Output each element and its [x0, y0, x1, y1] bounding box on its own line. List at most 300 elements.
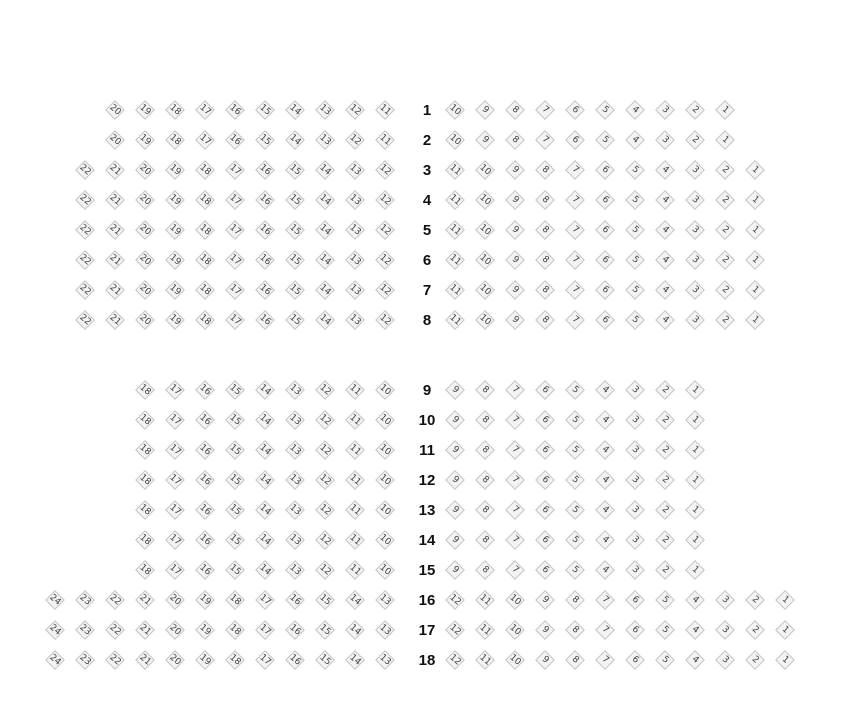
- seat-row15-18[interactable]: [134, 559, 156, 581]
- seat-row8-4[interactable]: [654, 309, 676, 331]
- seat-row18-8[interactable]: [564, 649, 586, 671]
- seat-row2-19[interactable]: [134, 129, 156, 151]
- seat-row14-16[interactable]: [194, 529, 216, 551]
- seat-row8-19[interactable]: [164, 309, 186, 331]
- seat-row9-5[interactable]: [564, 379, 586, 401]
- seat-row2-3[interactable]: [654, 129, 676, 151]
- seat-row10-14[interactable]: [254, 409, 276, 431]
- seat-row1-10[interactable]: [444, 99, 466, 121]
- seat-row18-15[interactable]: [314, 649, 336, 671]
- seat-row4-14[interactable]: [314, 189, 336, 211]
- seat-row6-9[interactable]: [504, 249, 526, 271]
- seat-row18-4[interactable]: [684, 649, 706, 671]
- seat-row4-3[interactable]: [684, 189, 706, 211]
- seat-row2-15[interactable]: [254, 129, 276, 151]
- seat-row7-20[interactable]: [134, 279, 156, 301]
- seat-row2-7[interactable]: [534, 129, 556, 151]
- seat-row1-12[interactable]: [344, 99, 366, 121]
- seat-row18-17[interactable]: [254, 649, 276, 671]
- seat-row14-11[interactable]: [344, 529, 366, 551]
- seat-row18-11[interactable]: [474, 649, 496, 671]
- seat-row8-6[interactable]: [594, 309, 616, 331]
- seat-row7-9[interactable]: [504, 279, 526, 301]
- seat-row5-14[interactable]: [314, 219, 336, 241]
- seat-row8-8[interactable]: [534, 309, 556, 331]
- seat-row18-21[interactable]: [134, 649, 156, 671]
- seat-row14-10[interactable]: [374, 529, 396, 551]
- seat-row4-20[interactable]: [134, 189, 156, 211]
- seat-row11-4[interactable]: [594, 439, 616, 461]
- seat-row18-7[interactable]: [594, 649, 616, 671]
- seat-row17-19[interactable]: [194, 619, 216, 641]
- seat-row4-18[interactable]: [194, 189, 216, 211]
- seat-row7-19[interactable]: [164, 279, 186, 301]
- seat-row7-14[interactable]: [314, 279, 336, 301]
- seat-row14-5[interactable]: [564, 529, 586, 551]
- seat-row6-12[interactable]: [374, 249, 396, 271]
- seat-row14-17[interactable]: [164, 529, 186, 551]
- seat-row11-15[interactable]: [224, 439, 246, 461]
- seat-row3-15[interactable]: [284, 159, 306, 181]
- seat-row14-12[interactable]: [314, 529, 336, 551]
- seat-row10-11[interactable]: [344, 409, 366, 431]
- seat-row1-2[interactable]: [684, 99, 706, 121]
- seat-row4-2[interactable]: [714, 189, 736, 211]
- seat-row8-18[interactable]: [194, 309, 216, 331]
- seat-row3-8[interactable]: [534, 159, 556, 181]
- seat-row7-8[interactable]: [534, 279, 556, 301]
- seat-row9-1[interactable]: [684, 379, 706, 401]
- seat-row15-17[interactable]: [164, 559, 186, 581]
- seat-row6-8[interactable]: [534, 249, 556, 271]
- seat-row5-8[interactable]: [534, 219, 556, 241]
- seat-row1-9[interactable]: [474, 99, 496, 121]
- seat-row10-18[interactable]: [134, 409, 156, 431]
- seat-row9-12[interactable]: [314, 379, 336, 401]
- seat-row16-16[interactable]: [284, 589, 306, 611]
- seat-row11-14[interactable]: [254, 439, 276, 461]
- seat-row16-10[interactable]: [504, 589, 526, 611]
- seat-row15-1[interactable]: [684, 559, 706, 581]
- seat-row17-24[interactable]: [44, 619, 66, 641]
- seat-row10-3[interactable]: [624, 409, 646, 431]
- seat-row12-12[interactable]: [314, 469, 336, 491]
- seat-row18-5[interactable]: [654, 649, 676, 671]
- seat-row5-20[interactable]: [134, 219, 156, 241]
- seat-row17-17[interactable]: [254, 619, 276, 641]
- seat-row17-10[interactable]: [504, 619, 526, 641]
- seat-row12-4[interactable]: [594, 469, 616, 491]
- seat-row17-20[interactable]: [164, 619, 186, 641]
- seat-row1-4[interactable]: [624, 99, 646, 121]
- seat-row7-2[interactable]: [714, 279, 736, 301]
- seat-row4-4[interactable]: [654, 189, 676, 211]
- seat-row14-9[interactable]: [444, 529, 466, 551]
- seat-row7-6[interactable]: [594, 279, 616, 301]
- seat-row17-15[interactable]: [314, 619, 336, 641]
- seat-row18-18[interactable]: [224, 649, 246, 671]
- seat-row4-1[interactable]: [744, 189, 766, 211]
- seat-row17-11[interactable]: [474, 619, 496, 641]
- seat-row7-22[interactable]: [74, 279, 96, 301]
- seat-row7-17[interactable]: [224, 279, 246, 301]
- seat-row8-16[interactable]: [254, 309, 276, 331]
- seat-row5-21[interactable]: [104, 219, 126, 241]
- seat-row6-5[interactable]: [624, 249, 646, 271]
- seat-row12-9[interactable]: [444, 469, 466, 491]
- seat-row3-6[interactable]: [594, 159, 616, 181]
- seat-row13-11[interactable]: [344, 499, 366, 521]
- seat-row13-10[interactable]: [374, 499, 396, 521]
- seat-row3-7[interactable]: [564, 159, 586, 181]
- seat-row1-7[interactable]: [534, 99, 556, 121]
- seat-row10-12[interactable]: [314, 409, 336, 431]
- seat-row18-16[interactable]: [284, 649, 306, 671]
- seat-row10-9[interactable]: [444, 409, 466, 431]
- seat-row6-3[interactable]: [684, 249, 706, 271]
- seat-row17-1[interactable]: [774, 619, 796, 641]
- seat-row2-4[interactable]: [624, 129, 646, 151]
- seat-row18-1[interactable]: [774, 649, 796, 671]
- seat-row9-10[interactable]: [374, 379, 396, 401]
- seat-row2-14[interactable]: [284, 129, 306, 151]
- seat-row3-21[interactable]: [104, 159, 126, 181]
- seat-row6-11[interactable]: [444, 249, 466, 271]
- seat-row15-11[interactable]: [344, 559, 366, 581]
- seat-row17-8[interactable]: [564, 619, 586, 641]
- seat-row8-7[interactable]: [564, 309, 586, 331]
- seat-row6-2[interactable]: [714, 249, 736, 271]
- seat-row14-3[interactable]: [624, 529, 646, 551]
- seat-row5-2[interactable]: [714, 219, 736, 241]
- seat-row17-3[interactable]: [714, 619, 736, 641]
- seat-row5-4[interactable]: [654, 219, 676, 241]
- seat-row18-19[interactable]: [194, 649, 216, 671]
- seat-row1-11[interactable]: [374, 99, 396, 121]
- seat-row7-11[interactable]: [444, 279, 466, 301]
- seat-row14-15[interactable]: [224, 529, 246, 551]
- seat-row8-1[interactable]: [744, 309, 766, 331]
- seat-row16-7[interactable]: [594, 589, 616, 611]
- seat-row10-5[interactable]: [564, 409, 586, 431]
- seat-row18-24[interactable]: [44, 649, 66, 671]
- seat-row16-22[interactable]: [104, 589, 126, 611]
- seat-row13-8[interactable]: [474, 499, 496, 521]
- seat-row3-3[interactable]: [684, 159, 706, 181]
- seat-row6-15[interactable]: [284, 249, 306, 271]
- seat-row3-2[interactable]: [714, 159, 736, 181]
- seat-row12-15[interactable]: [224, 469, 246, 491]
- seat-row2-16[interactable]: [224, 129, 246, 151]
- seat-row9-17[interactable]: [164, 379, 186, 401]
- seat-row13-18[interactable]: [134, 499, 156, 521]
- seat-row6-16[interactable]: [254, 249, 276, 271]
- seat-row5-6[interactable]: [594, 219, 616, 241]
- seat-row18-13[interactable]: [374, 649, 396, 671]
- seat-row16-9[interactable]: [534, 589, 556, 611]
- seat-row4-19[interactable]: [164, 189, 186, 211]
- seat-row12-18[interactable]: [134, 469, 156, 491]
- seat-row12-16[interactable]: [194, 469, 216, 491]
- seat-row13-2[interactable]: [654, 499, 676, 521]
- seat-row6-7[interactable]: [564, 249, 586, 271]
- seat-row11-10[interactable]: [374, 439, 396, 461]
- seat-row5-17[interactable]: [224, 219, 246, 241]
- seat-row7-10[interactable]: [474, 279, 496, 301]
- seat-row16-3[interactable]: [714, 589, 736, 611]
- seat-row17-6[interactable]: [624, 619, 646, 641]
- seat-row10-4[interactable]: [594, 409, 616, 431]
- seat-row8-20[interactable]: [134, 309, 156, 331]
- seat-row13-5[interactable]: [564, 499, 586, 521]
- seat-row13-12[interactable]: [314, 499, 336, 521]
- seat-row15-14[interactable]: [254, 559, 276, 581]
- seat-row8-12[interactable]: [374, 309, 396, 331]
- seat-row5-7[interactable]: [564, 219, 586, 241]
- seat-row3-19[interactable]: [164, 159, 186, 181]
- seat-row6-1[interactable]: [744, 249, 766, 271]
- seat-row17-9[interactable]: [534, 619, 556, 641]
- seat-row1-19[interactable]: [134, 99, 156, 121]
- seat-row2-10[interactable]: [444, 129, 466, 151]
- seat-row11-5[interactable]: [564, 439, 586, 461]
- seat-row15-7[interactable]: [504, 559, 526, 581]
- seat-row14-18[interactable]: [134, 529, 156, 551]
- seat-row2-8[interactable]: [504, 129, 526, 151]
- seat-row16-8[interactable]: [564, 589, 586, 611]
- seat-row10-6[interactable]: [534, 409, 556, 431]
- seat-row5-12[interactable]: [374, 219, 396, 241]
- seat-row13-14[interactable]: [254, 499, 276, 521]
- seat-row8-2[interactable]: [714, 309, 736, 331]
- seat-row16-15[interactable]: [314, 589, 336, 611]
- seat-row18-6[interactable]: [624, 649, 646, 671]
- seat-row18-22[interactable]: [104, 649, 126, 671]
- seat-row18-23[interactable]: [74, 649, 96, 671]
- seat-row5-3[interactable]: [684, 219, 706, 241]
- seat-row17-21[interactable]: [134, 619, 156, 641]
- seat-row7-16[interactable]: [254, 279, 276, 301]
- seat-row6-21[interactable]: [104, 249, 126, 271]
- seat-row2-5[interactable]: [594, 129, 616, 151]
- seat-row15-15[interactable]: [224, 559, 246, 581]
- seat-row13-13[interactable]: [284, 499, 306, 521]
- seat-row12-6[interactable]: [534, 469, 556, 491]
- seat-row10-17[interactable]: [164, 409, 186, 431]
- seat-row3-20[interactable]: [134, 159, 156, 181]
- seat-row14-6[interactable]: [534, 529, 556, 551]
- seat-row9-11[interactable]: [344, 379, 366, 401]
- seat-row12-7[interactable]: [504, 469, 526, 491]
- seat-row4-21[interactable]: [104, 189, 126, 211]
- seat-row5-9[interactable]: [504, 219, 526, 241]
- seat-row12-17[interactable]: [164, 469, 186, 491]
- seat-row4-8[interactable]: [534, 189, 556, 211]
- seat-row17-7[interactable]: [594, 619, 616, 641]
- seat-row11-16[interactable]: [194, 439, 216, 461]
- seat-row17-14[interactable]: [344, 619, 366, 641]
- seat-row15-5[interactable]: [564, 559, 586, 581]
- seat-row9-9[interactable]: [444, 379, 466, 401]
- seat-row6-22[interactable]: [74, 249, 96, 271]
- seat-row9-8[interactable]: [474, 379, 496, 401]
- seat-row15-3[interactable]: [624, 559, 646, 581]
- seat-row1-1[interactable]: [714, 99, 736, 121]
- seat-row1-17[interactable]: [194, 99, 216, 121]
- seat-row6-18[interactable]: [194, 249, 216, 271]
- seat-row10-13[interactable]: [284, 409, 306, 431]
- seat-row14-13[interactable]: [284, 529, 306, 551]
- seat-row17-18[interactable]: [224, 619, 246, 641]
- seat-row3-4[interactable]: [654, 159, 676, 181]
- seat-row8-9[interactable]: [504, 309, 526, 331]
- seat-row5-1[interactable]: [744, 219, 766, 241]
- seat-row14-4[interactable]: [594, 529, 616, 551]
- seat-row7-3[interactable]: [684, 279, 706, 301]
- seat-row2-17[interactable]: [194, 129, 216, 151]
- seat-row6-17[interactable]: [224, 249, 246, 271]
- seat-row12-8[interactable]: [474, 469, 496, 491]
- seat-row1-3[interactable]: [654, 99, 676, 121]
- seat-row8-14[interactable]: [314, 309, 336, 331]
- seat-row13-4[interactable]: [594, 499, 616, 521]
- seat-row14-7[interactable]: [504, 529, 526, 551]
- seat-row17-16[interactable]: [284, 619, 306, 641]
- seat-row13-6[interactable]: [534, 499, 556, 521]
- seat-row18-9[interactable]: [534, 649, 556, 671]
- seat-row8-10[interactable]: [474, 309, 496, 331]
- seat-row3-18[interactable]: [194, 159, 216, 181]
- seat-row9-16[interactable]: [194, 379, 216, 401]
- seat-row3-11[interactable]: [444, 159, 466, 181]
- seat-row4-22[interactable]: [74, 189, 96, 211]
- seat-row5-13[interactable]: [344, 219, 366, 241]
- seat-row16-19[interactable]: [194, 589, 216, 611]
- seat-row11-13[interactable]: [284, 439, 306, 461]
- seat-row1-20[interactable]: [104, 99, 126, 121]
- seat-row8-22[interactable]: [74, 309, 96, 331]
- seat-row7-12[interactable]: [374, 279, 396, 301]
- seat-row18-2[interactable]: [744, 649, 766, 671]
- seat-row6-19[interactable]: [164, 249, 186, 271]
- seat-row1-13[interactable]: [314, 99, 336, 121]
- seat-row8-17[interactable]: [224, 309, 246, 331]
- seat-row2-1[interactable]: [714, 129, 736, 151]
- seat-row13-1[interactable]: [684, 499, 706, 521]
- seat-row7-18[interactable]: [194, 279, 216, 301]
- seat-row12-5[interactable]: [564, 469, 586, 491]
- seat-row1-16[interactable]: [224, 99, 246, 121]
- seat-row18-3[interactable]: [714, 649, 736, 671]
- seat-row7-13[interactable]: [344, 279, 366, 301]
- seat-row4-17[interactable]: [224, 189, 246, 211]
- seat-row3-22[interactable]: [74, 159, 96, 181]
- seat-row16-13[interactable]: [374, 589, 396, 611]
- seat-row16-11[interactable]: [474, 589, 496, 611]
- seat-row1-6[interactable]: [564, 99, 586, 121]
- seat-row16-12[interactable]: [444, 589, 466, 611]
- seat-row11-12[interactable]: [314, 439, 336, 461]
- seat-row4-5[interactable]: [624, 189, 646, 211]
- seat-row7-5[interactable]: [624, 279, 646, 301]
- seat-row7-15[interactable]: [284, 279, 306, 301]
- seat-row2-2[interactable]: [684, 129, 706, 151]
- seat-row4-6[interactable]: [594, 189, 616, 211]
- seat-row10-2[interactable]: [654, 409, 676, 431]
- seat-row13-3[interactable]: [624, 499, 646, 521]
- seat-row5-22[interactable]: [74, 219, 96, 241]
- seat-row9-13[interactable]: [284, 379, 306, 401]
- seat-row16-14[interactable]: [344, 589, 366, 611]
- seat-row8-15[interactable]: [284, 309, 306, 331]
- seat-row4-16[interactable]: [254, 189, 276, 211]
- seat-row5-10[interactable]: [474, 219, 496, 241]
- seat-row17-12[interactable]: [444, 619, 466, 641]
- seat-row14-8[interactable]: [474, 529, 496, 551]
- seat-row8-21[interactable]: [104, 309, 126, 331]
- seat-row17-23[interactable]: [74, 619, 96, 641]
- seat-row10-16[interactable]: [194, 409, 216, 431]
- seat-row2-9[interactable]: [474, 129, 496, 151]
- seat-row10-7[interactable]: [504, 409, 526, 431]
- seat-row9-2[interactable]: [654, 379, 676, 401]
- seat-row9-15[interactable]: [224, 379, 246, 401]
- seat-row3-14[interactable]: [314, 159, 336, 181]
- seat-row6-13[interactable]: [344, 249, 366, 271]
- seat-row4-10[interactable]: [474, 189, 496, 211]
- seat-row16-18[interactable]: [224, 589, 246, 611]
- seat-row16-5[interactable]: [654, 589, 676, 611]
- seat-row7-4[interactable]: [654, 279, 676, 301]
- seat-row14-14[interactable]: [254, 529, 276, 551]
- seat-row6-10[interactable]: [474, 249, 496, 271]
- seat-row9-4[interactable]: [594, 379, 616, 401]
- seat-row11-17[interactable]: [164, 439, 186, 461]
- seat-row5-11[interactable]: [444, 219, 466, 241]
- seat-row17-4[interactable]: [684, 619, 706, 641]
- seat-row5-15[interactable]: [284, 219, 306, 241]
- seat-row3-9[interactable]: [504, 159, 526, 181]
- seat-row11-11[interactable]: [344, 439, 366, 461]
- seat-row13-16[interactable]: [194, 499, 216, 521]
- seat-row8-5[interactable]: [624, 309, 646, 331]
- seat-row16-23[interactable]: [74, 589, 96, 611]
- seat-row9-7[interactable]: [504, 379, 526, 401]
- seat-row5-5[interactable]: [624, 219, 646, 241]
- seat-row13-9[interactable]: [444, 499, 466, 521]
- seat-row4-15[interactable]: [284, 189, 306, 211]
- seat-row1-8[interactable]: [504, 99, 526, 121]
- seat-row11-8[interactable]: [474, 439, 496, 461]
- seat-row6-4[interactable]: [654, 249, 676, 271]
- seat-row18-10[interactable]: [504, 649, 526, 671]
- seat-row11-6[interactable]: [534, 439, 556, 461]
- seat-row17-2[interactable]: [744, 619, 766, 641]
- seat-row5-18[interactable]: [194, 219, 216, 241]
- seat-row13-7[interactable]: [504, 499, 526, 521]
- seat-row6-6[interactable]: [594, 249, 616, 271]
- seat-row13-15[interactable]: [224, 499, 246, 521]
- seat-row14-1[interactable]: [684, 529, 706, 551]
- seat-row14-2[interactable]: [654, 529, 676, 551]
- seat-row2-20[interactable]: [104, 129, 126, 151]
- seat-row5-16[interactable]: [254, 219, 276, 241]
- seat-row11-1[interactable]: [684, 439, 706, 461]
- seat-row1-5[interactable]: [594, 99, 616, 121]
- seat-row12-2[interactable]: [654, 469, 676, 491]
- seat-row11-9[interactable]: [444, 439, 466, 461]
- seat-row2-12[interactable]: [344, 129, 366, 151]
